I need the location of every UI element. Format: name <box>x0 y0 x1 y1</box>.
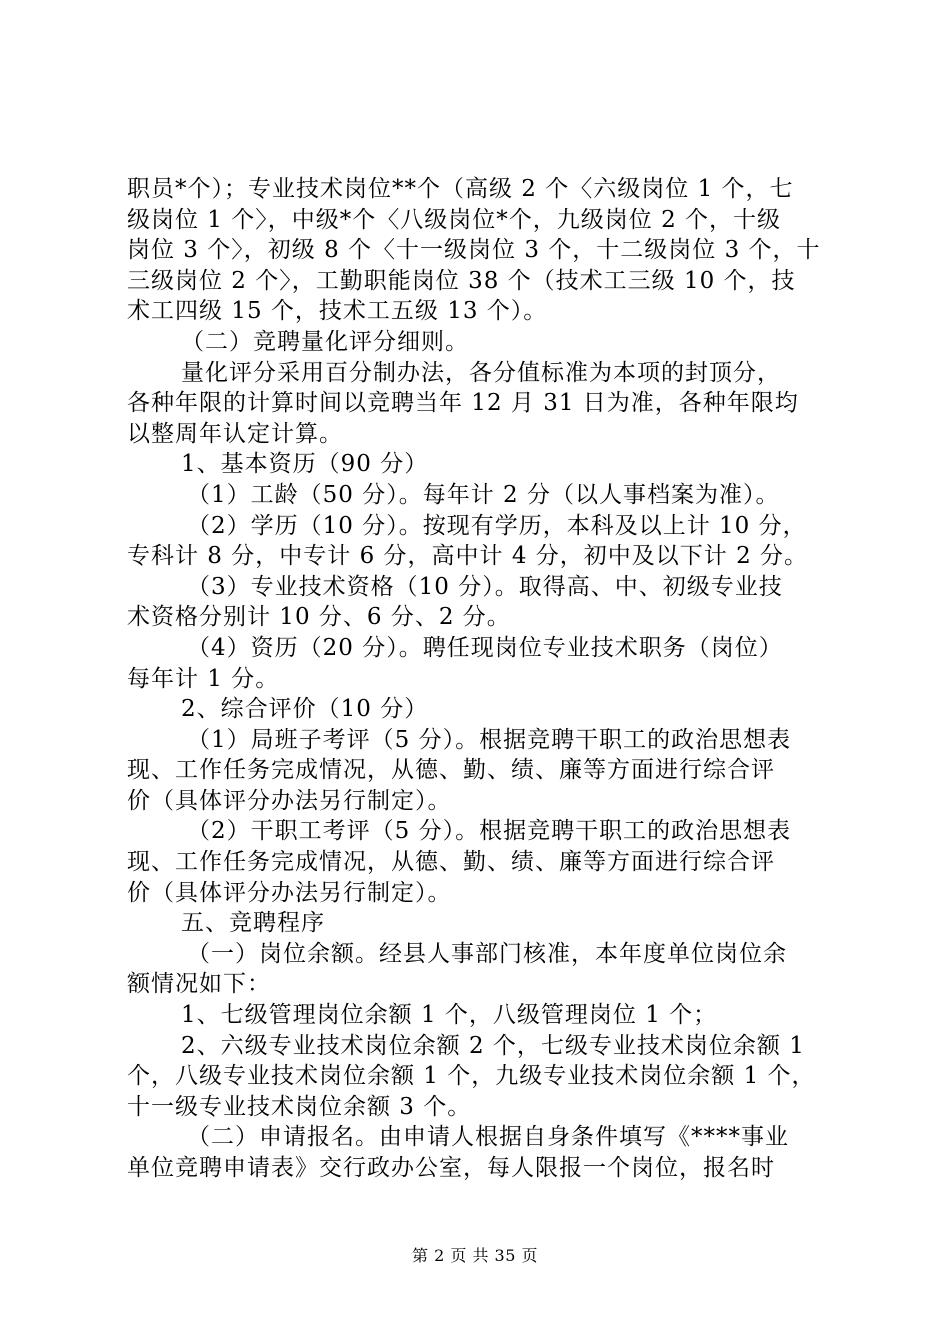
text-line: （2）学历（10 分）。按现有学历，本科及以上计 10 分， <box>187 512 807 539</box>
text-line: 价（具体评分办法另行制定）。 <box>127 879 452 906</box>
text-line: 现、工作任务完成情况，从德、勤、绩、廉等方面进行综合评 <box>127 757 775 784</box>
text-line: 单位竞聘申请表》交行政办公室，每人限报一个岗位，报名时 <box>127 1155 775 1181</box>
text-line: （一）岗位余额。经县人事部门核准，本年度单位岗位余 <box>187 940 787 967</box>
text-line: （二）申请报名。由申请人根据自身条件填写《****事业 <box>187 1124 789 1151</box>
text-line: 1、基本资历（90 分） <box>181 451 429 478</box>
text-line: 以整周年认定计算。 <box>127 420 343 447</box>
text-line: 2、六级专业技术岗位余额 2 个，七级专业技术岗位余额 1 <box>181 1032 805 1059</box>
text-line: （2）干职工考评（5 分）。根据竞聘干职工的政治思想表 <box>187 818 792 845</box>
text-line: 职员*个）；专业技术岗位**个（高级 2 个〈六级岗位 1 个，七 <box>127 176 794 202</box>
text-line: 额情况如下： <box>127 971 271 998</box>
text-line: 级岗位 1 个〉，中级*个〈八级岗位*个，九级岗位 2 个，十级 <box>127 206 782 233</box>
text-line: 现、工作任务完成情况，从德、勤、绩、廉等方面进行综合评 <box>127 849 775 876</box>
text-line: 1、七级管理岗位余额 1 个，八级管理岗位 1 个； <box>181 1002 718 1029</box>
text-line: 量化评分采用百分制办法，各分值标准为本项的封顶分， <box>181 359 781 386</box>
text-line: （1）局班子考评（5 分）。根据竞聘干职工的政治思想表 <box>187 726 792 753</box>
text-line: 专科计 8 分，中专计 6 分，高中计 4 分，初中及以下计 2 分。 <box>127 543 809 570</box>
text-line: （二）竞聘量化评分细则。 <box>181 328 469 355</box>
text-line: 岗位 3 个〉，初级 8 个〈十一级岗位 3 个，十二级岗位 3 个，十 <box>127 237 821 264</box>
text-line: 每年计 1 分。 <box>127 665 280 692</box>
text-line: 五、竞聘程序 <box>181 910 325 937</box>
text-line: （4）资历（20 分）。聘任现岗位专业技术职务（岗位） <box>187 634 783 661</box>
text-line: 术工四级 15 个，技术工五级 13 个）。 <box>127 298 548 325</box>
page-footer: 第 2 页 共 35 页 <box>412 1246 538 1265</box>
text-line: 术资格分别计 10 分、6 分、2 分。 <box>127 604 511 631</box>
text-line: （1）工龄（50 分）。每年计 2 分（以人事档案为准）。 <box>187 481 780 508</box>
text-line: 各种年限的计算时间以竞聘当年 12 月 31 日为准，各种年限均 <box>127 390 799 417</box>
document-body <box>127 174 832 1184</box>
text-line: 价（具体评分办法另行制定）。 <box>127 787 452 814</box>
text-line: 2、综合评价（10 分） <box>181 696 429 723</box>
text-line: 十一级专业技术岗位余额 3 个。 <box>127 1093 472 1120</box>
text-line: 三级岗位 2 个〉，工勤职能岗位 38 个（技术工三级 10 个，技 <box>127 267 796 294</box>
text-line: 个，八级专业技术岗位余额 1 个，九级专业技术岗位余额 1 个， <box>127 1063 816 1090</box>
text-line: （3）专业技术资格（10 分）。取得高、中、初级专业技 <box>187 573 783 600</box>
